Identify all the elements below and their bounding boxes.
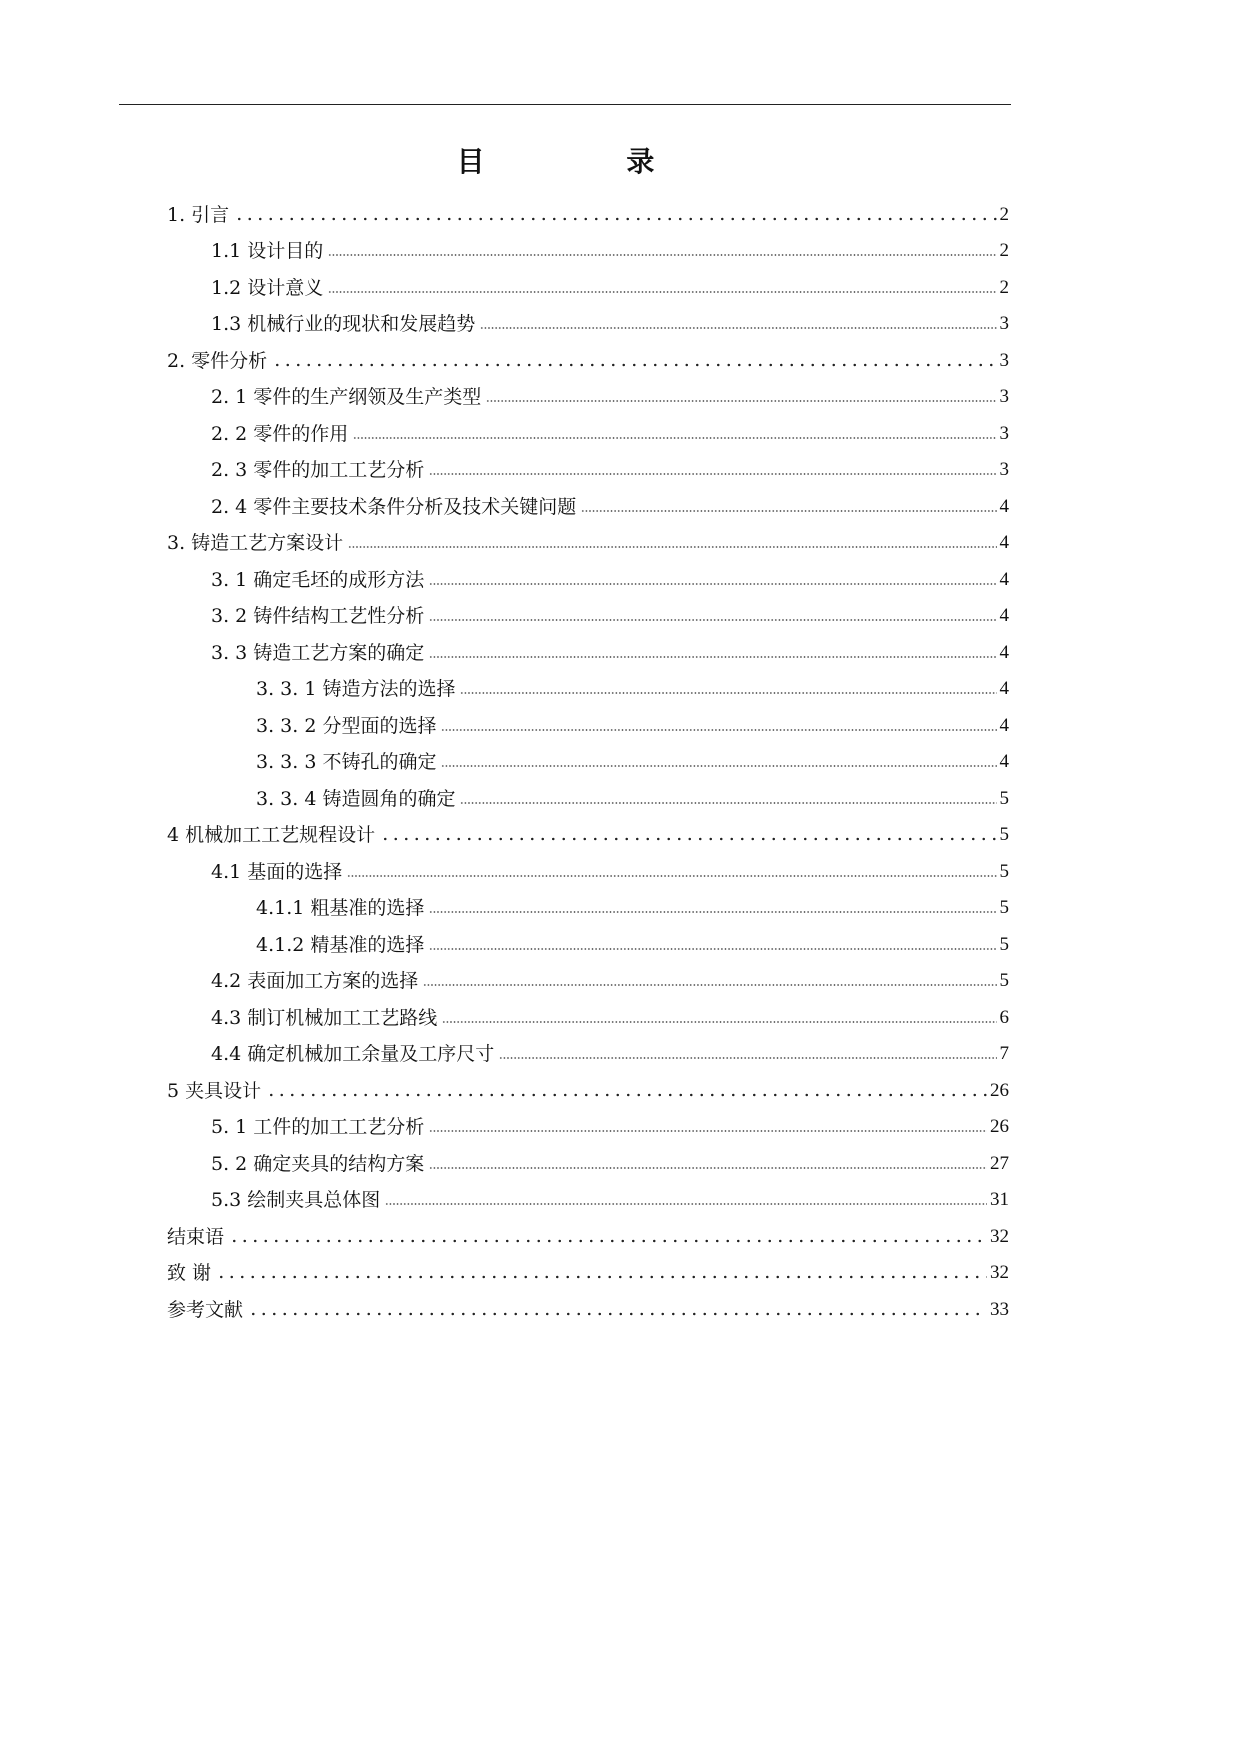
toc-entry-page: 6 <box>999 1006 1009 1028</box>
dot-leader <box>429 617 996 623</box>
toc-entry-5-2[interactable] <box>167 1139 1009 1176</box>
toc-entry-3-3-2[interactable] <box>167 701 1009 738</box>
toc-entry-4-1[interactable] <box>167 847 1009 884</box>
dot-leader <box>423 982 996 988</box>
toc-entry-label: 4.1.1 粗基准的选择 <box>256 897 425 919</box>
toc-entry-page: 2 <box>999 203 1009 225</box>
toc-entry-page: 4 <box>999 678 1009 699</box>
header-rule <box>119 104 1011 105</box>
dot-leader <box>429 946 996 952</box>
toc-entry-2-1[interactable] <box>167 373 1009 410</box>
toc-entry-5-3[interactable] <box>167 1176 1009 1213</box>
toc-entry-page: 4 <box>999 641 1009 663</box>
toc-entry-3-3[interactable] <box>167 628 1009 665</box>
toc-entry-5-1[interactable] <box>167 1103 1009 1140</box>
toc-entry-page: 32 <box>990 1262 1009 1283</box>
toc-entry-page: 2 <box>999 240 1009 261</box>
toc-entry-page: 5 <box>999 970 1009 991</box>
toc-entry-page: 4 <box>999 532 1009 553</box>
toc-entry-4-3[interactable] <box>167 993 1009 1030</box>
dot-leader <box>429 471 996 477</box>
toc-entry-page: 7 <box>999 1043 1009 1064</box>
toc-entry-3-3-1[interactable] <box>167 665 1009 702</box>
dot-leader <box>581 508 996 514</box>
toc-entry-label: 4.4 确定机械加工余量及工序尺寸 <box>211 1043 495 1065</box>
toc-entry-page: 32 <box>990 1225 1009 1247</box>
toc-entry-page: 5 <box>999 933 1009 955</box>
toc-entry-4-1-1[interactable] <box>167 884 1009 921</box>
toc-entry-label: 2. 3 零件的加工工艺分析 <box>211 459 425 481</box>
toc-entry-label: 2. 2 零件的作用 <box>211 422 349 445</box>
dot-leader <box>429 581 996 587</box>
dot-leader <box>460 690 996 696</box>
toc-entry-label: 1. 引言 <box>167 203 230 226</box>
dot-leader <box>385 1201 987 1207</box>
dot-leader <box>348 544 996 550</box>
toc-entry-page: 3 <box>999 459 1009 480</box>
toc-entry-4-1-2[interactable] <box>167 920 1009 957</box>
toc-entry-label: 3. 3. 4 铸造圆角的确定 <box>256 787 456 810</box>
dot-leader <box>328 289 996 295</box>
toc-entry-4-4[interactable] <box>167 1030 1009 1067</box>
toc-entry-page: 4 <box>999 568 1009 590</box>
dot-leader <box>248 1311 987 1317</box>
toc-entry-page: 4 <box>999 714 1009 736</box>
toc-entry-label: 3. 3. 1 铸造方法的选择 <box>256 678 456 700</box>
toc-entry-1-1[interactable] <box>167 227 1009 264</box>
toc-entry-1-3[interactable] <box>167 300 1009 337</box>
dot-leader <box>441 727 996 733</box>
toc-entry-page: 5 <box>999 897 1009 918</box>
toc-entry-3[interactable] <box>167 519 1009 556</box>
toc-entry-label: 1.1 设计目的 <box>211 240 324 262</box>
toc-entry-label: 4.2 表面加工方案的选择 <box>211 970 419 992</box>
toc-entry-2[interactable] <box>167 336 1009 373</box>
toc-entry-label: 3. 3. 2 分型面的选择 <box>256 714 437 737</box>
toc-entry-page: 4 <box>999 605 1009 626</box>
dot-leader <box>441 763 996 769</box>
toc-entry-label: 4.1 基面的选择 <box>211 860 343 883</box>
dot-leader <box>486 398 996 404</box>
toc-entry-2-3[interactable] <box>167 446 1009 483</box>
toc-entry-label: 5. 1 工件的加工工艺分析 <box>211 1116 425 1138</box>
toc-entry-label: 5.3 绘制夹具总体图 <box>211 1189 381 1211</box>
toc-entry-label: 4.3 制订机械加工工艺路线 <box>211 1006 438 1029</box>
toc-entry-label: 1.3 机械行业的现状和发展趋势 <box>211 313 476 335</box>
toc-entry-page: 5 <box>999 824 1009 845</box>
toc-entry-page: 3 <box>999 386 1009 407</box>
dot-leader <box>380 836 996 842</box>
dot-leader <box>347 873 996 879</box>
table-of-contents <box>167 190 1009 1322</box>
toc-entry-3-1[interactable] <box>167 555 1009 592</box>
toc-entry-page: 33 <box>990 1298 1009 1320</box>
toc-entry-label: 3. 铸造工艺方案设计 <box>167 532 344 554</box>
toc-entry-page: 2 <box>999 276 1009 298</box>
toc-entry-label: 结束语 <box>167 1225 225 1248</box>
toc-entry-conclusion[interactable] <box>167 1212 1009 1249</box>
dot-leader <box>480 325 996 331</box>
toc-entry-page: 4 <box>999 751 1009 772</box>
toc-entry-label: 5. 2 确定夹具的结构方案 <box>211 1152 425 1175</box>
toc-entry-label: 3. 3 铸造工艺方案的确定 <box>211 641 425 664</box>
toc-entry-3-3-4[interactable] <box>167 774 1009 811</box>
toc-entry-page: 5 <box>999 860 1009 882</box>
dot-leader <box>216 1274 987 1280</box>
dot-leader <box>353 435 996 441</box>
dot-leader <box>429 1165 987 1171</box>
toc-entry-page: 26 <box>990 1079 1009 1101</box>
toc-entry-label: 3. 1 确定毛坯的成形方法 <box>211 568 425 591</box>
dot-leader <box>272 362 996 368</box>
toc-entry-page: 3 <box>999 349 1009 371</box>
toc-entry-label: 参考文献 <box>167 1298 244 1321</box>
dot-leader <box>499 1055 996 1061</box>
toc-entry-4[interactable] <box>167 811 1009 848</box>
toc-entry-label: 2. 1 零件的生产纲领及生产类型 <box>211 386 482 408</box>
toc-entry-5[interactable] <box>167 1066 1009 1103</box>
dot-leader <box>429 909 996 915</box>
dot-leader <box>460 800 996 806</box>
toc-entry-2-2[interactable] <box>167 409 1009 446</box>
toc-entry-3-2[interactable] <box>167 592 1009 629</box>
toc-entry-1-2[interactable] <box>167 263 1009 300</box>
toc-entry-page: 31 <box>990 1189 1009 1210</box>
toc-entry-label: 4.1.2 精基准的选择 <box>256 933 425 956</box>
toc-entry-label: 5 夹具设计 <box>167 1079 262 1102</box>
dot-leader <box>266 1092 987 1098</box>
toc-entry-label: 3. 2 铸件结构工艺性分析 <box>211 605 425 627</box>
dot-leader <box>229 1238 987 1244</box>
page-title: 目 录 <box>456 145 721 178</box>
toc-entry-4-2[interactable] <box>167 957 1009 994</box>
toc-entry-page: 4 <box>999 495 1009 517</box>
toc-entry-label: 2. 零件分析 <box>167 349 268 372</box>
dot-leader <box>328 252 996 258</box>
toc-entry-1[interactable] <box>167 190 1009 227</box>
toc-entry-label: 4 机械加工工艺规程设计 <box>167 824 376 846</box>
toc-entry-label: 1.2 设计意义 <box>211 276 324 299</box>
toc-entry-page: 5 <box>999 787 1009 809</box>
toc-entry-2-4[interactable] <box>167 482 1009 519</box>
toc-entry-page: 3 <box>999 313 1009 334</box>
toc-entry-3-3-3[interactable] <box>167 738 1009 775</box>
dot-leader <box>442 1019 996 1025</box>
dot-leader <box>234 216 996 222</box>
toc-entry-page: 27 <box>990 1152 1009 1174</box>
toc-entry-page: 3 <box>999 422 1009 444</box>
toc-entry-label: 致 谢 <box>167 1262 212 1284</box>
toc-entry-page: 26 <box>990 1116 1009 1137</box>
toc-entry-label: 3. 3. 3 不铸孔的确定 <box>256 751 437 773</box>
dot-leader <box>429 654 996 660</box>
toc-entry-acknowledgements[interactable] <box>167 1249 1009 1286</box>
toc-entry-label: 2. 4 零件主要技术条件分析及技术关键问题 <box>211 495 577 518</box>
dot-leader <box>429 1128 987 1134</box>
toc-entry-references[interactable] <box>167 1285 1009 1322</box>
